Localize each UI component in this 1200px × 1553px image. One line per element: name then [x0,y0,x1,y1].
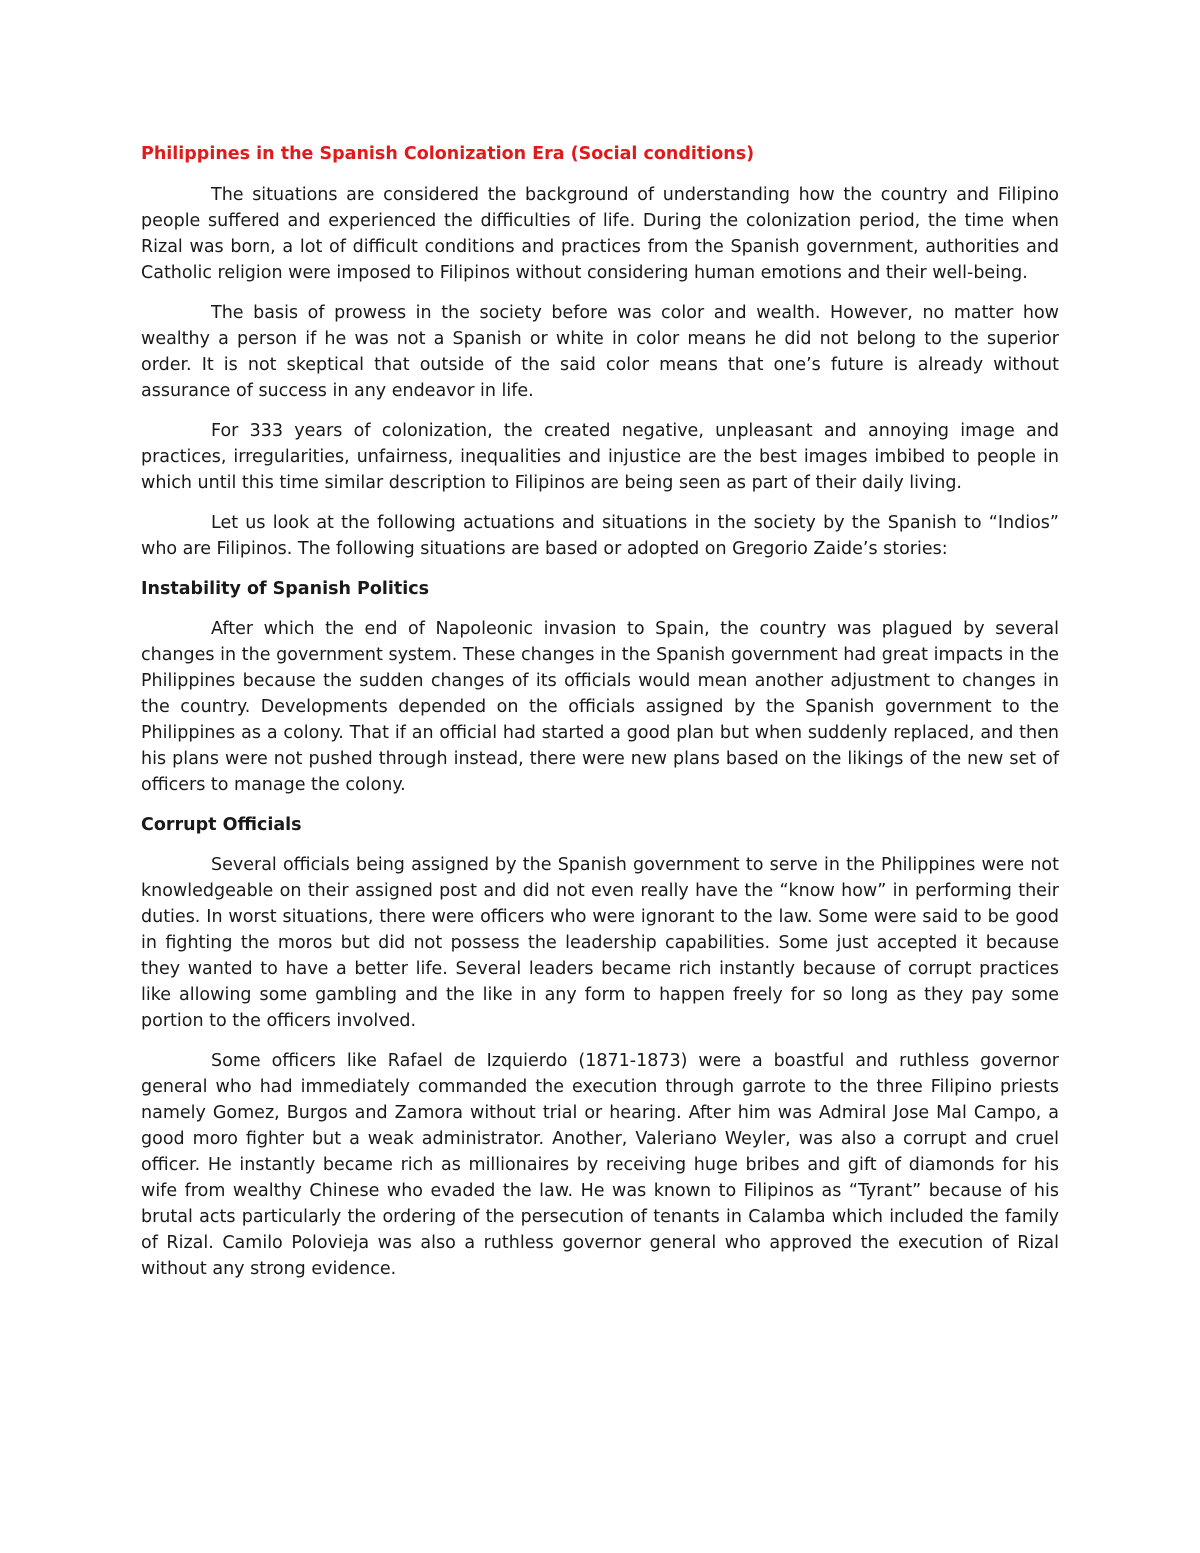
intro-paragraph-4: Let us look at the following actuations and situations in the society by the Spanish to “Indios” who are Filipinos. The following situations are based or adopted on Gregorio Zaide’s stories: [141,513,1059,559]
section-paragraph-corrupt-1: Several officials being assigned by the Spanish government to serve in the Philippines were not knowledgeable on their assigned post and did not even really have the “know how” in performing their duties. In worst situations, there were officers who were ignorant to the law. Some were said to be good in fighting the moros but did not possess the leadership capabilities. Some just accepted it because they wanted to have a better life. Several leaders became rich instantly because of corrupt practices like allowing some gambling and the like in any form to happen freely for so long as they pay some portion to the officers involved. [141,855,1059,1031]
section-paragraph-instability-1: After which the end of Napoleonic invasion to Spain, the country was plagued by several changes in the government system. These changes in the Spanish government had great impacts in the Philippines because the sudden changes of its officials would mean another adjustment to changes in the country. Developments depended on the officials assigned by the Spanish government to the Philippines as a colony. That if an official had started a good plan but when suddenly replaced, and then his plans were not pushed through instead, there were new plans based on the likings of the new set of officers to manage the colony. [141,619,1059,795]
document-title: Philippines in the Spanish Colonization Era (Social conditions) [141,144,755,164]
intro-paragraph-2: The basis of prowess in the society before was color and wealth. However, no matter how wealthy a person if he was not a Spanish or white in color means he did not belong to the superior order. It is not skeptical that outside of the said color means that one’s future is already without assurance of success in any endeavor in life. [141,303,1059,401]
intro-paragraph-1: The situations are considered the background of understanding how the country and Filipino people suffered and experienced the difficulties of life. During the colonization period, the time when Rizal was born, a lot of difficult conditions and practices from the Spanish government, authorities and Catholic religion were imposed to Filipinos without considering human emotions and their well-being. [141,185,1059,283]
document-page [141,140,1059,1296]
section-heading-corrupt-officials: Corrupt Officials [141,815,302,835]
intro-paragraph-3: For 333 years of colonization, the created negative, unpleasant and annoying image and practices, irregularities, unfairness, inequalities and injustice are the best images imbibed to people in which until this time similar description to Filipinos are being seen as part of their daily living. [141,421,1059,493]
section-paragraph-corrupt-2: Some officers like Rafael de Izquierdo (1871-1873) were a boastful and ruthless governor general who had immediately commanded the execution through garrote to the three Filipino priests namely Gomez, Burgos and Zamora without trial or hearing. After him was Admiral Jose Mal Campo, a good moro fighter but a weak administrator. Another, Valeriano Weyler, was also a corrupt and cruel officer. He instantly became rich as millionaires by receiving huge bribes and gift of diamonds for his wife from wealthy Chinese who evaded the law. He was known to Filipinos as “Tyrant” because of his brutal acts particularly the ordering of the persecution of tenants in Calamba which included the family of Rizal. Camilo Polovieja was also a ruthless governor general who approved the execution of Rizal without any strong evidence. [141,1051,1059,1279]
section-heading-instability: Instability of Spanish Politics [141,579,430,599]
